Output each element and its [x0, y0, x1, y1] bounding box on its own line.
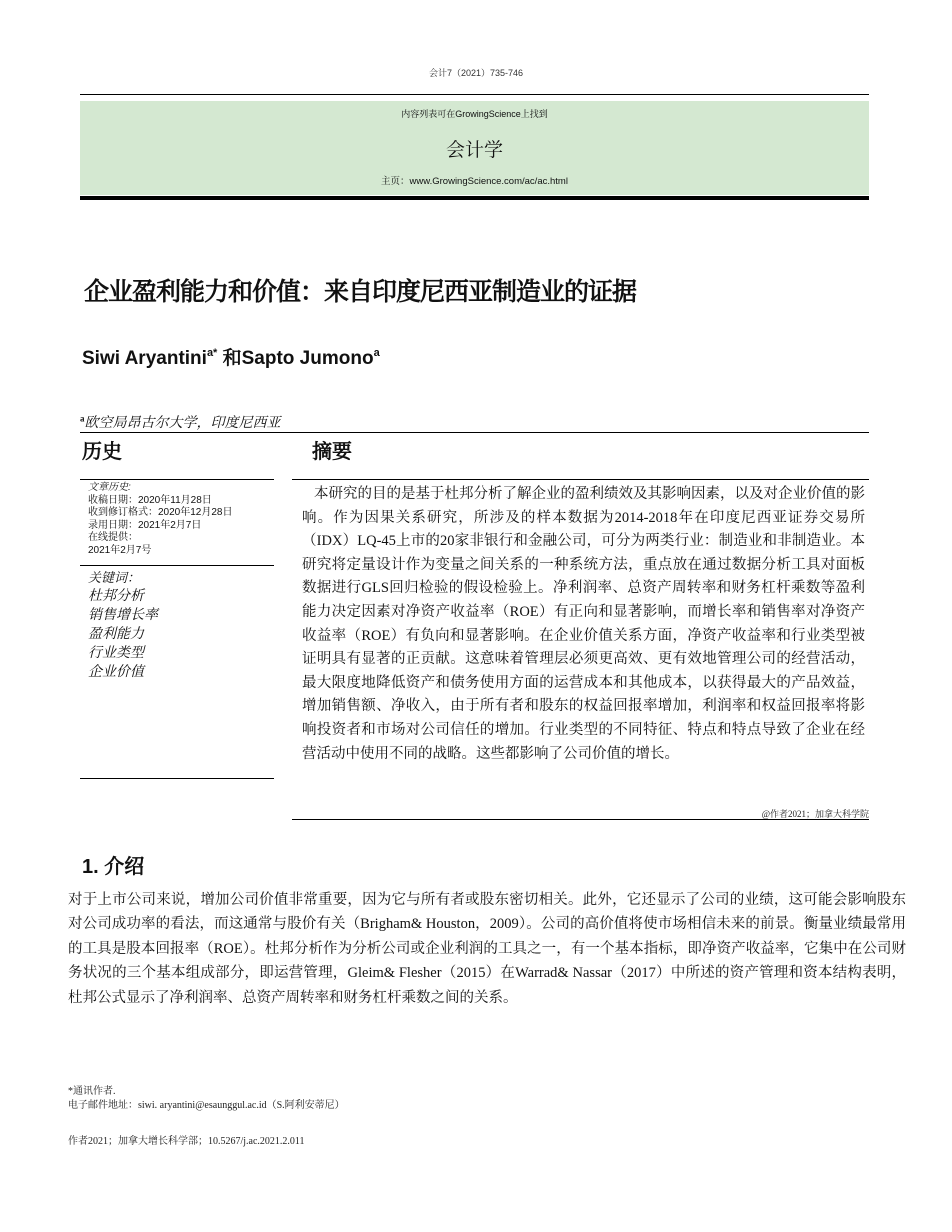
affiliation-mark: a	[80, 413, 85, 424]
journal-name: 会计学	[445, 139, 503, 161]
abstract-text: 本研究的目的是基于杜邦分析了解企业的盈利绩效及其影响因素，以及对企业价值的影响。作为因果关系研究，所涉及的样本数据为2014-2018年在印度尼西亚证券交易所（IDX）LQ-45上市的20家非银行和金融公司，可分为两类行业：制造业和非制造业。本研究将定量设计作为变量之间关系的一种系统方法，重点放在通过数据分析工具对面板数据进行GLS回归检验的假设检验上。净利润率、总资产周转率和财务杠杆乘数等盈利能力决定因素对净资产收益率（ROE）有正向和显著影响，而增长率和销售率对净资产收益率（ROE）有负向和显著影响。在企业价值关系方面，净资产收益率和行业类型被证明具有显著的正贡献。这意味着管理层必须更高效、更有效地管理公司的经营活动，最大限度地降低资产和债务使用方面的运营成本和其他成本，以获得最大的产品效益，增加销售额、净收入，由于所有者和股东的权益回报率增加，利润率和权益回报率将影响投资者和市场对公司信任的增加。行业类型的不同特征、特点和特点导致了企业在经营活动中使用不同的战略。这些都影响了公司价值的增长。	[302, 486, 865, 762]
paper-title: 企业盈利能力和价值：来自印度尼西亚制造业的证据	[84, 278, 637, 306]
keywords	[88, 568, 274, 682]
section-heading: 1. 介绍	[82, 856, 145, 878]
top-rule	[80, 94, 869, 95]
keywords-label: 关键词：	[88, 570, 141, 585]
accepted-date: 录用日期：2021年2月7日	[88, 519, 202, 531]
copyright-notice: @作者2021；加拿大科学院	[761, 809, 869, 819]
keyword: 企业价值	[88, 665, 144, 680]
divider	[292, 479, 869, 480]
divider	[80, 432, 869, 433]
affiliation-text: 欧空局昂古尔大学，印度尼西亚	[84, 416, 281, 431]
divider	[80, 479, 274, 480]
affiliation	[80, 412, 281, 432]
keyword: 行业类型	[88, 646, 144, 661]
author-name: Sapto Jumono	[241, 348, 374, 369]
author-list	[82, 343, 380, 370]
revised-date: 收到修订格式：2020年12月28日	[88, 507, 233, 518]
author-affiliation-mark: a	[373, 347, 380, 359]
corresponding-note	[68, 1085, 345, 1113]
article-history-label: 文章历史:	[88, 482, 131, 493]
running-head: 会计7（2021）735-746	[428, 68, 524, 78]
keyword: 销售增长率	[88, 608, 158, 623]
abstract-heading: 摘要	[312, 441, 352, 463]
keyword: 杜邦分析	[88, 589, 144, 604]
corresponding-author: *通讯作者.	[68, 1086, 116, 1097]
author-conjunction: 和	[217, 348, 242, 369]
introduction-text: 对于上市公司来说，增加公司价值非常重要，因为它与所有者或股东密切相关。此外，它还显示了公司的业绩，这可能会影响股东对公司成功率的看法，而这通常与股价有关（Brigham& Houston，2009）。公司的高价值将使市场相信未来的前景。衡量业绩最常用的工具是股本回报率（ROE）。杜邦分析作为分析公司或企业利润的工具之一，有一个基本指标，即净资产收益率，它集中在公司财务状况的三个基本组成部分，即运营管理，Gleim& Flesher（2015）在Warrad& Nassar（2017）中所述的资产管理和资本结构表明，杜邦公式显示了净利润率、总资产周转率和财务杠杆乘数之间的关系。	[68, 892, 906, 1006]
author-name: Siwi Aryantini	[82, 348, 207, 369]
history-heading: 历史	[82, 441, 122, 463]
online-label: 在线提供：	[88, 532, 138, 543]
divider	[80, 565, 274, 566]
contents-line: 内容列表可在GrowingScience上找到	[401, 109, 548, 119]
thick-rule	[80, 196, 869, 200]
keyword: 盈利能力	[88, 627, 144, 642]
author-affiliation-mark: a*	[206, 347, 218, 359]
divider	[80, 778, 274, 779]
divider	[292, 819, 869, 820]
online-date: 2021年2月7号	[88, 544, 152, 556]
received-date: 收稿日期：2020年11月28日	[88, 494, 212, 506]
article-history	[88, 482, 274, 557]
journal-homepage[interactable]: 主页：www.GrowingScience.com/ac/ac.html	[381, 176, 568, 187]
journal-banner	[80, 101, 869, 195]
doi-footer: 作者2021；加拿大增长科学部；10.5267/j.ac.2021.2.011	[68, 1136, 305, 1147]
email-address[interactable]: 电子邮件地址：siwi. aryantini@esaunggul.ac.id（S.阿利安蒂尼）	[68, 1100, 345, 1111]
